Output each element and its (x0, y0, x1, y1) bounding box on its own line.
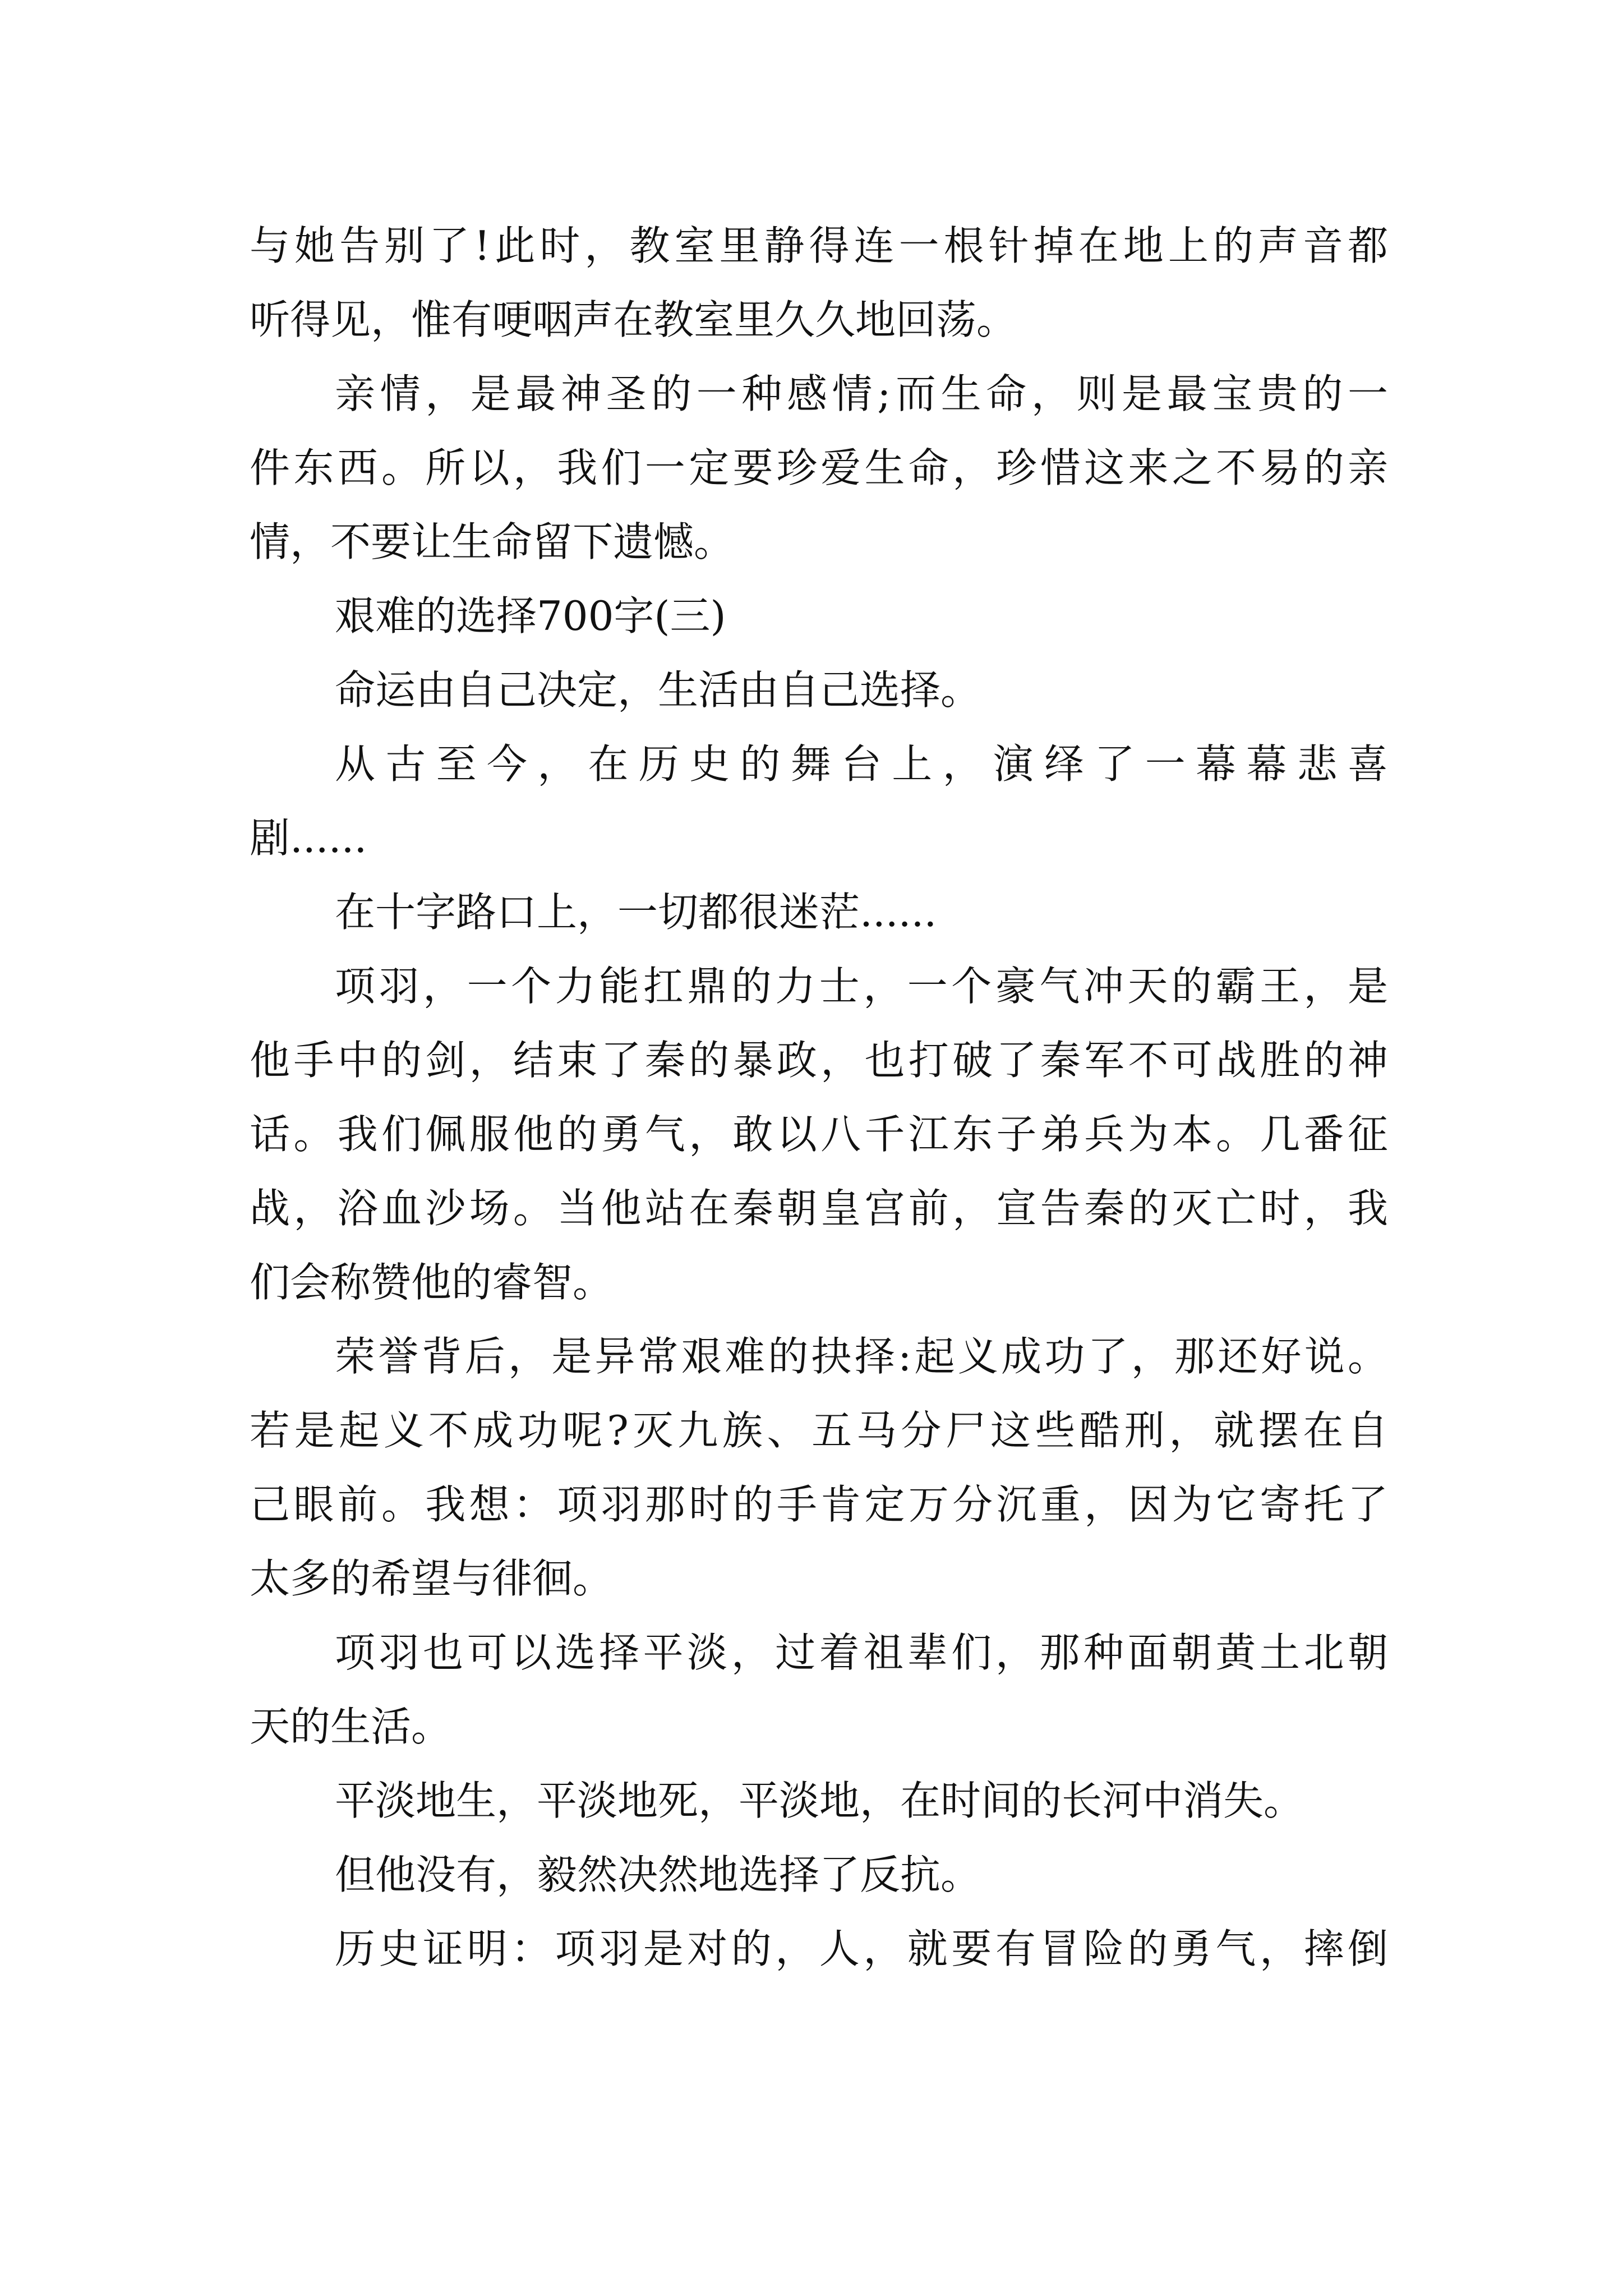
paragraph-start-line: 荣誉背后，是异常艰难的抉择:起义成功了，那还好说。 (335, 1333, 1388, 1380)
text-line: 与她告别了!此时，教室里静得连一根针掉在地上的声音都 (250, 222, 1388, 269)
text-line: 听得见，惟有哽咽声在教室里久久地回荡。 (250, 296, 1017, 343)
paragraph-start-line: 平淡地生，平淡地死，平淡地，在时间的长河中消失。 (335, 1777, 1304, 1824)
text-line: 他手中的剑，结束了秦的暴政，也打破了秦军不可战胜的神 (250, 1037, 1388, 1084)
paragraph-start-line: 项羽也可以选择平淡，过着祖辈们，那种面朝黄土北朝 (335, 1629, 1388, 1676)
paragraph-start-line: 从古至今，在历史的舞台上，演绎了一幕幕悲喜 (335, 740, 1388, 788)
text-line: 己眼前。我想：项羽那时的手肯定万分沉重，因为它寄托了 (250, 1481, 1388, 1528)
text-line: 天的生活。 (250, 1703, 452, 1750)
text-line: 若是起义不成功呢?灭九族、五马分尸这些酷刑，就摆在自 (250, 1407, 1388, 1454)
paragraph-start-line: 项羽，一个力能扛鼎的力士，一个豪气冲天的霸王，是 (335, 963, 1388, 1010)
text-line: 剧...... (250, 815, 367, 862)
text-line: 情，不要让生命留下遗憾。 (250, 518, 735, 565)
text-line: 们会称赞他的睿智。 (250, 1259, 614, 1306)
text-line: 战，浴血沙场。当他站在秦朝皇宫前，宣告秦的灭亡时，我 (250, 1185, 1388, 1232)
text-line: 话。我们佩服他的勇气，敢以八千江东子弟兵为本。几番征 (250, 1111, 1388, 1158)
text-line: 太多的希望与徘徊。 (250, 1555, 614, 1602)
section-heading: 艰难的选择700字(三) (335, 592, 726, 639)
text-line: 件东西。所以，我们一定要珍爱生命，珍惜这来之不易的亲 (250, 444, 1388, 491)
paragraph-start-line: 亲情，是最神圣的一种感情;而生命，则是最宝贵的一 (335, 370, 1388, 417)
paragraph-start-line: 命运由自己决定，生活由自己选择。 (335, 666, 981, 714)
paragraph-start-line: 但他没有，毅然决然地选择了反抗。 (335, 1851, 981, 1898)
paragraph-start-line: 历史证明：项羽是对的，人，就要有冒险的勇气，摔倒 (335, 1925, 1388, 1972)
body-text (250, 209, 1388, 1986)
paragraph-start-line: 在十字路口上，一切都很迷茫...... (335, 889, 937, 936)
